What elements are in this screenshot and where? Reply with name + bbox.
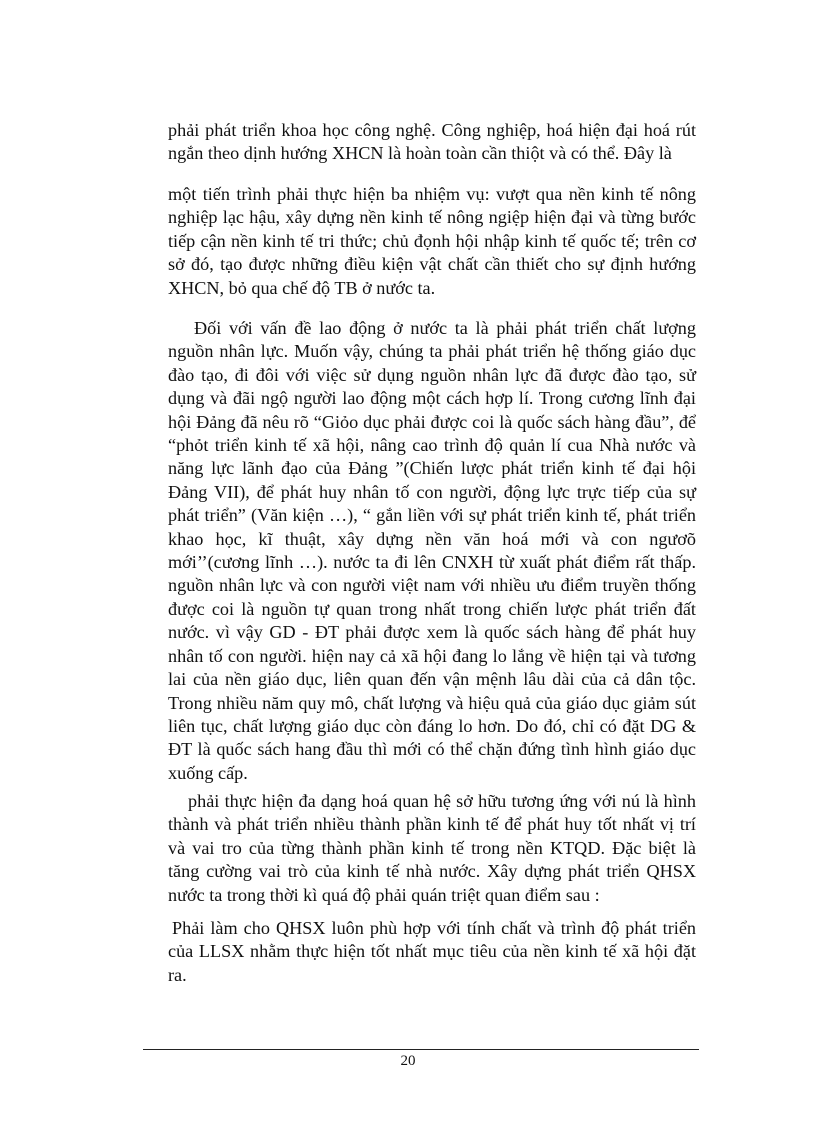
paragraph-2: một tiến trình phải thực hiện ba nhiệm vụ: vượt qua nền kinh tế nông nghiệp lạc hậu, xây dựng nền kinh tế nông ngiệp hiện đại và từng bước tiếp cận nền kinh tế tri thức; chủ đọnh hội nhập kinh tế quốc tế; trên cơ sở đó, tạo được những điều kiện vật chất cần thiết cho sự định hướng XHCN, bỏ qua chế độ TB ở nước ta. — [168, 184, 696, 298]
footer-divider — [143, 1049, 699, 1050]
paragraph-3: Đối với vấn đề lao động ở nước ta là phải phát triển chất lượng nguồn nhân lực. Muốn vậy, chúng ta phải phát triển hệ thống giáo dục đào tạo, đi đôi với việc sử dụng nguồn nhân lực đã được đào tạo, sử dụng và đãi ngộ người lao động một cách hợp lí. Trong cương lĩnh đại hội Đảng đã nêu rõ “Giỏo dục phải được coi là quốc sách hàng đầu”, để “phỏt triển kinh tế xã hội, nâng cao trình độ quản lí cua Nhà nước và năng lực lãnh đạo của Đảng ”(Chiến lược phát triển kinh tế đại hội Đảng VII), để phát huy nhân tố con người, động lực trực tiếp của sự phát triển” (Văn kiện …), “ gắn liền với sự phát triển kinh tế, phát triển khao học, kĩ thuật, xây dựng nền văn hoá mới và con ngươõ mới’’(cương lĩnh …). nước ta đi lên CNXH từ xuất phát điểm rất thấp. nguồn nhân lực và con người việt nam với nhiều ưu điểm truyền thống được coi là nguồn tự quan trong nhất trong chiến lược phát triển đất nước. vì vậy GD - ĐT phải được xem là quốc sách hàng để phát huy nhân tố con người. hiện nay cả xã hội đang lo lắng về hiện tại và tương lai của nền giáo dục, liên quan đến vận mệnh lâu dài của cả dân tộc. Trong nhiều năm quy mô, chất lượng và hiệu quả của giáo dục giảm sút liên tục, chất lượng giáo dục còn đáng lo hơn. Do đó, chỉ có đặt DG & ĐT là quốc sách hang đầu thì mới có thể chặn đứng tình hình giáo dục xuống cấp. — [168, 318, 696, 783]
paragraph-1: phải phát triển khoa học công nghệ. Công nghiệp, hoá hiện đại hoá rút ngắn theo dịnh hướng XHCN là hoàn toàn cần thiột và có thể. Đây là — [168, 120, 696, 164]
paragraph-4: phải thực hiện đa dạng hoá quan hệ sở hữu tương ứng với nú là hình thành và phát triển nhiều thành phần kinh tế để phát huy tốt nhất vị trí và vai tro của từng thành phần kinh tế trong nền KTQD. Đặc biệt là tăng cường vai trò của kinh tế nhà nước. Xây dựng phát triển QHSX nước ta trong thời kì quá độ phải quán triệt quan điểm sau : — [168, 791, 696, 905]
page-number: 20 — [400, 1053, 416, 1069]
paragraph-5: Phải làm cho QHSX luôn phù hợp với tính chất và trình độ phát triển của LLSX nhằm thực hiện tốt nhất mục tiêu của nền kinh tế xã hội đặt ra. — [168, 918, 696, 985]
